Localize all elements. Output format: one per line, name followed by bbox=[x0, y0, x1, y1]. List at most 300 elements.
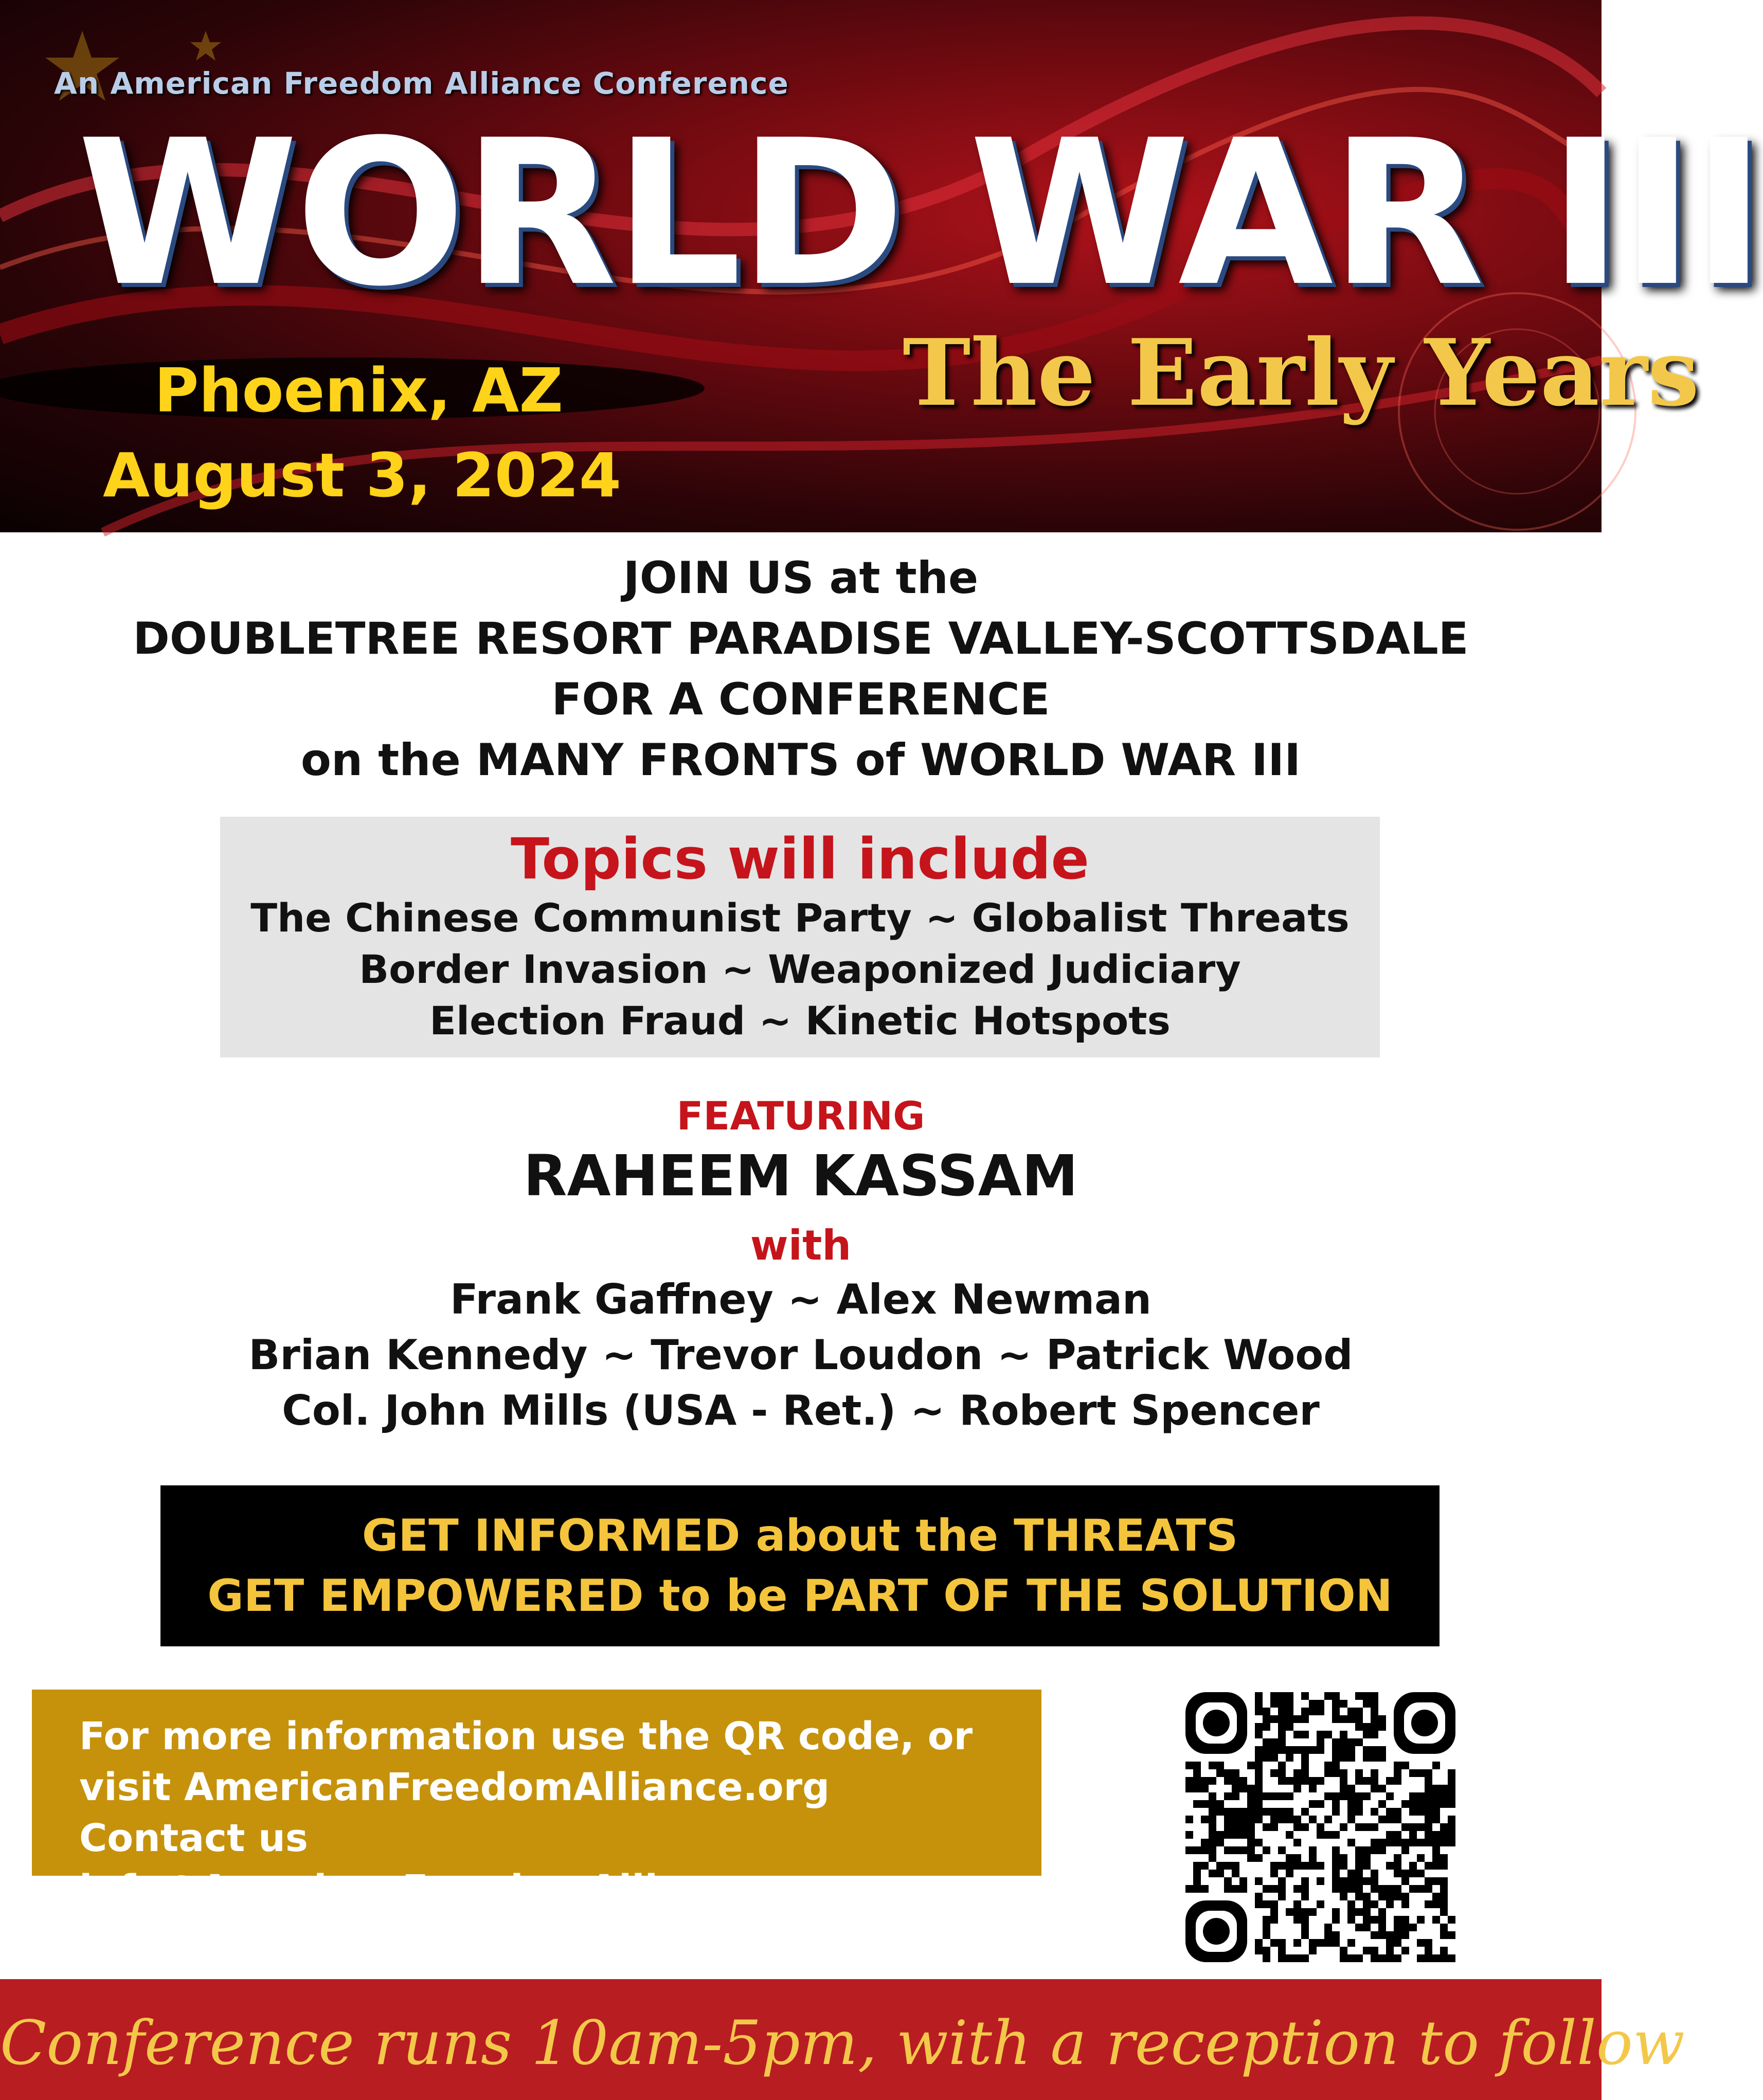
qr-module bbox=[1401, 1823, 1409, 1831]
qr-module bbox=[1293, 1715, 1301, 1723]
qr-module bbox=[1332, 1715, 1340, 1723]
with-label: with bbox=[750, 1222, 852, 1269]
qr-module bbox=[1209, 1792, 1216, 1800]
qr-module bbox=[1401, 1947, 1409, 1954]
qr-module bbox=[1417, 1792, 1425, 1800]
qr-module bbox=[1440, 1839, 1448, 1846]
qr-module bbox=[1425, 1816, 1432, 1823]
qr-module bbox=[1378, 1954, 1386, 1962]
qr-module bbox=[1301, 1916, 1309, 1924]
header-banner bbox=[0, 0, 1763, 532]
qr-module bbox=[1347, 1754, 1355, 1762]
qr-module bbox=[1401, 1877, 1409, 1885]
qr-module bbox=[1239, 1823, 1247, 1831]
qr-module bbox=[1440, 1931, 1448, 1939]
qr-module bbox=[1193, 1846, 1201, 1854]
qr-module bbox=[1440, 1900, 1448, 1908]
qr-module bbox=[1378, 1800, 1386, 1808]
event-city: Phoenix, AZ bbox=[154, 355, 563, 426]
qr-module bbox=[1293, 1885, 1301, 1893]
qr-module bbox=[1239, 1777, 1247, 1785]
qr-module bbox=[1232, 1823, 1239, 1831]
qr-module bbox=[1270, 1746, 1278, 1754]
qr-module bbox=[1425, 1769, 1432, 1777]
qr-module bbox=[1209, 1854, 1216, 1862]
qr-module bbox=[1232, 1769, 1239, 1777]
qr-module bbox=[1432, 1893, 1440, 1900]
qr-module bbox=[1401, 1900, 1409, 1908]
qr-module bbox=[1363, 1792, 1371, 1800]
qr-module bbox=[1371, 1777, 1378, 1785]
qr-module bbox=[1340, 1862, 1347, 1870]
qr-module bbox=[1209, 1800, 1216, 1808]
qr-module bbox=[1278, 1769, 1286, 1777]
qr-module bbox=[1239, 1808, 1247, 1816]
qr-module bbox=[1263, 1916, 1270, 1924]
qr-module bbox=[1301, 1931, 1309, 1939]
qr-module bbox=[1232, 1808, 1239, 1816]
qr-module bbox=[1278, 1762, 1286, 1769]
qr-module bbox=[1332, 1870, 1340, 1877]
qr-module bbox=[1340, 1823, 1347, 1831]
qr-module bbox=[1263, 1931, 1270, 1939]
qr-module bbox=[1286, 1792, 1293, 1800]
qr-module bbox=[1301, 1908, 1309, 1916]
qr-module bbox=[1270, 1862, 1278, 1870]
featuring-label: FEATURING bbox=[676, 1093, 925, 1139]
qr-module bbox=[1394, 1885, 1401, 1893]
qr-module bbox=[1355, 1692, 1363, 1700]
qr-module bbox=[1309, 1947, 1317, 1954]
qr-module bbox=[1386, 1939, 1394, 1947]
qr-module bbox=[1355, 1808, 1363, 1816]
qr-module bbox=[1378, 1931, 1386, 1939]
qr-module bbox=[1401, 1931, 1409, 1939]
qr-module bbox=[1425, 1785, 1432, 1792]
qr-module bbox=[1440, 1893, 1448, 1900]
qr-module bbox=[1355, 1885, 1363, 1893]
qr-module bbox=[1255, 1777, 1263, 1785]
qr-module bbox=[1293, 1816, 1301, 1823]
qr-module bbox=[1347, 1839, 1355, 1846]
qr-module bbox=[1286, 1777, 1293, 1785]
qr-module bbox=[1317, 1831, 1324, 1839]
qr-module bbox=[1255, 1708, 1263, 1715]
qr-module bbox=[1255, 1792, 1263, 1800]
qr-module bbox=[1394, 1893, 1401, 1900]
qr-module bbox=[1363, 1900, 1371, 1908]
qr-module bbox=[1224, 1769, 1232, 1777]
qr-module bbox=[1278, 1808, 1286, 1816]
qr-module bbox=[1401, 1800, 1409, 1808]
qr-module bbox=[1432, 1816, 1440, 1823]
speaker-line: Col. John Mills (USA - Ret.) ~ Robert Spencer bbox=[282, 1387, 1320, 1434]
qr-module bbox=[1247, 1854, 1255, 1862]
qr-module bbox=[1278, 1700, 1286, 1708]
qr-module bbox=[1324, 1939, 1332, 1947]
qr-module bbox=[1270, 1754, 1278, 1762]
qr-module bbox=[1417, 1839, 1425, 1846]
qr-module bbox=[1309, 1700, 1317, 1708]
qr-module bbox=[1347, 1738, 1355, 1746]
qr-module bbox=[1363, 1908, 1371, 1916]
qr-module bbox=[1340, 1769, 1347, 1777]
qr-module bbox=[1293, 1785, 1301, 1792]
qr-module bbox=[1394, 1954, 1401, 1962]
qr-module bbox=[1378, 1715, 1386, 1723]
qr-module bbox=[1201, 1816, 1209, 1823]
qr-module bbox=[1185, 1846, 1193, 1854]
qr-module bbox=[1448, 1839, 1455, 1846]
qr-module bbox=[1239, 1816, 1247, 1823]
qr-module bbox=[1332, 1800, 1340, 1808]
qr-module bbox=[1347, 1792, 1355, 1800]
qr-module bbox=[1201, 1846, 1209, 1854]
qr-module bbox=[1224, 1808, 1232, 1816]
organization-tagline: An American Freedom Alliance Conference bbox=[54, 66, 789, 101]
qr-module bbox=[1247, 1785, 1255, 1792]
qr-module bbox=[1432, 1916, 1440, 1924]
qr-module bbox=[1394, 1839, 1401, 1846]
qr-module bbox=[1378, 1754, 1386, 1762]
qr-module bbox=[1425, 1839, 1432, 1846]
qr-module bbox=[1332, 1862, 1340, 1870]
qr-module bbox=[1394, 1808, 1401, 1816]
qr-module bbox=[1278, 1777, 1286, 1785]
topic-line: Election Fraud ~ Kinetic Hotspots bbox=[429, 998, 1171, 1044]
qr-module bbox=[1378, 1908, 1386, 1916]
qr-module bbox=[1301, 1954, 1309, 1962]
qr-module bbox=[1425, 1900, 1432, 1908]
qr-module bbox=[1401, 1846, 1409, 1854]
event-title: WORLD WAR III bbox=[77, 97, 1763, 330]
qr-module bbox=[1425, 1808, 1432, 1816]
qr-module bbox=[1301, 1885, 1309, 1893]
qr-module bbox=[1347, 1808, 1355, 1816]
qr-module bbox=[1263, 1708, 1270, 1715]
qr-module bbox=[1409, 1924, 1417, 1931]
qr-module bbox=[1340, 1754, 1347, 1762]
qr-module bbox=[1309, 1708, 1317, 1715]
qr-module bbox=[1255, 1939, 1263, 1947]
qr-module bbox=[1340, 1893, 1347, 1900]
qr-module bbox=[1286, 1692, 1293, 1700]
qr-module bbox=[1417, 1885, 1425, 1893]
qr-module bbox=[1278, 1939, 1286, 1947]
qr-module bbox=[1209, 1839, 1216, 1846]
qr-module bbox=[1394, 1762, 1401, 1769]
event-date: August 3, 2024 bbox=[103, 440, 621, 511]
qr-module bbox=[1286, 1746, 1293, 1754]
qr-module bbox=[1278, 1862, 1286, 1870]
qr-module bbox=[1193, 1885, 1201, 1893]
qr-module bbox=[1355, 1823, 1363, 1831]
qr-module bbox=[1224, 1777, 1232, 1785]
qr-module bbox=[1193, 1785, 1201, 1792]
qr-module bbox=[1355, 1792, 1363, 1800]
qr-module bbox=[1347, 1816, 1355, 1823]
cta-line: GET INFORMED about the THREATS bbox=[362, 1510, 1238, 1561]
qr-module bbox=[1448, 1800, 1455, 1808]
contact-line: For more information use the QR code, or bbox=[79, 1714, 973, 1758]
qr-module bbox=[1309, 1785, 1317, 1792]
qr-module bbox=[1201, 1862, 1209, 1870]
qr-module bbox=[1201, 1839, 1209, 1846]
qr-module bbox=[1378, 1723, 1386, 1731]
qr-module bbox=[1355, 1954, 1363, 1962]
qr-module bbox=[1332, 1939, 1340, 1947]
qr-module bbox=[1378, 1785, 1386, 1792]
qr-module bbox=[1363, 1723, 1371, 1731]
qr-module bbox=[1317, 1800, 1324, 1808]
qr-module bbox=[1270, 1808, 1278, 1816]
qr-module bbox=[1394, 1831, 1401, 1839]
qr-module bbox=[1193, 1800, 1201, 1808]
qr-module bbox=[1363, 1862, 1371, 1870]
qr-module bbox=[1355, 1908, 1363, 1916]
qr-module bbox=[1394, 1916, 1401, 1924]
qr-module bbox=[1301, 1823, 1309, 1831]
qr-module bbox=[1263, 1723, 1270, 1731]
qr-module bbox=[1224, 1862, 1232, 1870]
qr-module bbox=[1355, 1800, 1363, 1808]
qr-module bbox=[1425, 1792, 1432, 1800]
qr-module bbox=[1293, 1916, 1301, 1924]
qr-module bbox=[1371, 1846, 1378, 1854]
qr-module bbox=[1378, 1846, 1386, 1854]
qr-module bbox=[1363, 1823, 1371, 1831]
headliner-name: RAHEEM KASSAM bbox=[523, 1143, 1078, 1209]
venue-line: JOIN US at the bbox=[623, 552, 979, 604]
qr-module bbox=[1448, 1954, 1455, 1962]
qr-module bbox=[1201, 1800, 1209, 1808]
qr-module bbox=[1440, 1785, 1448, 1792]
qr-module bbox=[1378, 1839, 1386, 1846]
qr-module bbox=[1432, 1808, 1440, 1816]
qr-module bbox=[1394, 1939, 1401, 1947]
qr-module bbox=[1278, 1947, 1286, 1954]
qr-module bbox=[1247, 1816, 1255, 1823]
qr-module bbox=[1193, 1777, 1201, 1785]
qr-module bbox=[1278, 1846, 1286, 1854]
qr-module bbox=[1309, 1862, 1317, 1870]
contact-info-panel bbox=[32, 1690, 1041, 1911]
qr-module bbox=[1371, 1870, 1378, 1877]
qr-module bbox=[1324, 1692, 1332, 1700]
qr-module bbox=[1255, 1769, 1263, 1777]
qr-module bbox=[1425, 1947, 1432, 1954]
topics-heading: Topics will include bbox=[510, 826, 1090, 892]
qr-module bbox=[1386, 1839, 1394, 1846]
qr-module bbox=[1270, 1908, 1278, 1916]
qr-module bbox=[1309, 1854, 1317, 1862]
qr-module bbox=[1448, 1831, 1455, 1839]
qr-module bbox=[1440, 1877, 1448, 1885]
qr-module bbox=[1409, 1792, 1417, 1800]
qr-module bbox=[1286, 1754, 1293, 1762]
qr-module bbox=[1347, 1877, 1355, 1885]
qr-module bbox=[1317, 1777, 1324, 1785]
qr-module bbox=[1247, 1800, 1255, 1808]
qr-module bbox=[1293, 1862, 1301, 1870]
qr-module bbox=[1209, 1816, 1216, 1823]
qr-module bbox=[1224, 1877, 1232, 1885]
qr-module bbox=[1286, 1715, 1293, 1723]
qr-module bbox=[1193, 1862, 1201, 1870]
qr-module bbox=[1247, 1831, 1255, 1839]
qr-module bbox=[1340, 1947, 1347, 1954]
qr-module bbox=[1301, 1808, 1309, 1816]
qr-module bbox=[1263, 1746, 1270, 1754]
qr-module bbox=[1286, 1954, 1293, 1962]
qr-module bbox=[1409, 1823, 1417, 1831]
qr-module bbox=[1270, 1700, 1278, 1708]
qr-module bbox=[1324, 1816, 1332, 1823]
qr-module bbox=[1301, 1731, 1309, 1738]
qr-module bbox=[1340, 1700, 1347, 1708]
qr-module bbox=[1324, 1924, 1332, 1931]
qr-code[interactable] bbox=[1185, 1692, 1455, 1962]
qr-module bbox=[1378, 1746, 1386, 1754]
qr-module bbox=[1386, 1831, 1394, 1839]
qr-module bbox=[1332, 1762, 1340, 1769]
qr-module bbox=[1201, 1785, 1209, 1792]
qr-module bbox=[1278, 1731, 1286, 1738]
qr-module bbox=[1363, 1854, 1371, 1862]
qr-module bbox=[1270, 1738, 1278, 1746]
qr-module bbox=[1309, 1908, 1317, 1916]
qr-module bbox=[1286, 1700, 1293, 1708]
qr-module bbox=[1371, 1692, 1378, 1700]
qr-module bbox=[1394, 1931, 1401, 1939]
qr-module bbox=[1209, 1831, 1216, 1839]
qr-module bbox=[1355, 1854, 1363, 1862]
qr-module bbox=[1232, 1792, 1239, 1800]
qr-module bbox=[1355, 1877, 1363, 1885]
qr-module bbox=[1432, 1862, 1440, 1870]
qr-module bbox=[1270, 1870, 1278, 1877]
qr-module bbox=[1309, 1800, 1317, 1808]
qr-module bbox=[1232, 1885, 1239, 1893]
qr-module bbox=[1247, 1808, 1255, 1816]
qr-module bbox=[1417, 1954, 1425, 1962]
qr-module bbox=[1255, 1785, 1263, 1792]
topic-line: Border Invasion ~ Weaponized Judiciary bbox=[359, 946, 1241, 992]
qr-module bbox=[1293, 1939, 1301, 1947]
qr-module bbox=[1347, 1785, 1355, 1792]
qr-module bbox=[1255, 1754, 1263, 1762]
qr-module bbox=[1317, 1900, 1324, 1908]
qr-module bbox=[1324, 1731, 1332, 1738]
qr-module bbox=[1340, 1738, 1347, 1746]
qr-module bbox=[1347, 1900, 1355, 1908]
qr-module bbox=[1347, 1746, 1355, 1754]
qr-module bbox=[1232, 1816, 1239, 1823]
qr-module bbox=[1417, 1870, 1425, 1877]
qr-module bbox=[1255, 1800, 1263, 1808]
qr-module bbox=[1386, 1931, 1394, 1939]
venue-line: on the MANY FRONTS of WORLD WAR III bbox=[300, 734, 1301, 786]
qr-module bbox=[1293, 1731, 1301, 1738]
qr-module bbox=[1432, 1831, 1440, 1839]
qr-module bbox=[1286, 1708, 1293, 1715]
qr-module bbox=[1255, 1692, 1263, 1700]
schedule-note: Conference runs 10am-5pm, with a reception to follow bbox=[0, 2007, 1685, 2078]
qr-module bbox=[1432, 1877, 1440, 1885]
qr-module bbox=[1386, 1900, 1394, 1908]
qr-module bbox=[1417, 1800, 1425, 1808]
qr-module bbox=[1301, 1877, 1309, 1885]
qr-module bbox=[1409, 1885, 1417, 1893]
qr-module bbox=[1270, 1916, 1278, 1924]
qr-module bbox=[1301, 1777, 1309, 1785]
qr-module bbox=[1355, 1777, 1363, 1785]
qr-module bbox=[1286, 1816, 1293, 1823]
qr-module bbox=[1417, 1823, 1425, 1831]
qr-module bbox=[1324, 1769, 1332, 1777]
qr-module bbox=[1355, 1708, 1363, 1715]
qr-module bbox=[1432, 1854, 1440, 1862]
qr-module bbox=[1263, 1715, 1270, 1723]
qr-module bbox=[1216, 1808, 1224, 1816]
qr-module bbox=[1363, 1947, 1371, 1954]
qr-module bbox=[1193, 1870, 1201, 1877]
qr-module bbox=[1216, 1769, 1224, 1777]
qr-module bbox=[1270, 1692, 1278, 1700]
qr-module bbox=[1332, 1808, 1340, 1816]
qr-module bbox=[1363, 1846, 1371, 1854]
qr-module bbox=[1332, 1746, 1340, 1754]
qr-module bbox=[1386, 1816, 1394, 1823]
qr-module bbox=[1232, 1777, 1239, 1785]
qr-module bbox=[1263, 1792, 1270, 1800]
qr-module bbox=[1263, 1954, 1270, 1962]
qr-module bbox=[1386, 1777, 1394, 1785]
qr-module bbox=[1347, 1708, 1355, 1715]
qr-module bbox=[1394, 1854, 1401, 1862]
qr-module bbox=[1263, 1900, 1270, 1908]
qr-module bbox=[1224, 1792, 1232, 1800]
qr-module bbox=[1363, 1754, 1371, 1762]
qr-module bbox=[1293, 1839, 1301, 1846]
qr-module bbox=[1355, 1870, 1363, 1877]
qr-module bbox=[1371, 1916, 1378, 1924]
qr-module bbox=[1417, 1939, 1425, 1947]
qr-module bbox=[1309, 1816, 1317, 1823]
qr-module bbox=[1371, 1947, 1378, 1954]
qr-module bbox=[1293, 1777, 1301, 1785]
contact-email: info@AmericanFreedomAlliance.org bbox=[79, 1867, 846, 1911]
qr-module bbox=[1394, 1777, 1401, 1785]
qr-module bbox=[1247, 1792, 1255, 1800]
qr-module bbox=[1278, 1738, 1286, 1746]
qr-module bbox=[1278, 1816, 1286, 1823]
qr-module bbox=[1409, 1839, 1417, 1846]
qr-module bbox=[1386, 1954, 1394, 1962]
qr-module bbox=[1255, 1762, 1263, 1769]
qr-module bbox=[1371, 1823, 1378, 1831]
qr-module bbox=[1286, 1723, 1293, 1731]
qr-module bbox=[1347, 1954, 1355, 1962]
qr-module bbox=[1386, 1862, 1394, 1870]
qr-module bbox=[1317, 1746, 1324, 1754]
qr-module bbox=[1386, 1893, 1394, 1900]
qr-module bbox=[1363, 1746, 1371, 1754]
qr-module bbox=[1363, 1916, 1371, 1924]
qr-module bbox=[1347, 1870, 1355, 1877]
qr-module bbox=[1401, 1839, 1409, 1846]
qr-module bbox=[1371, 1931, 1378, 1939]
